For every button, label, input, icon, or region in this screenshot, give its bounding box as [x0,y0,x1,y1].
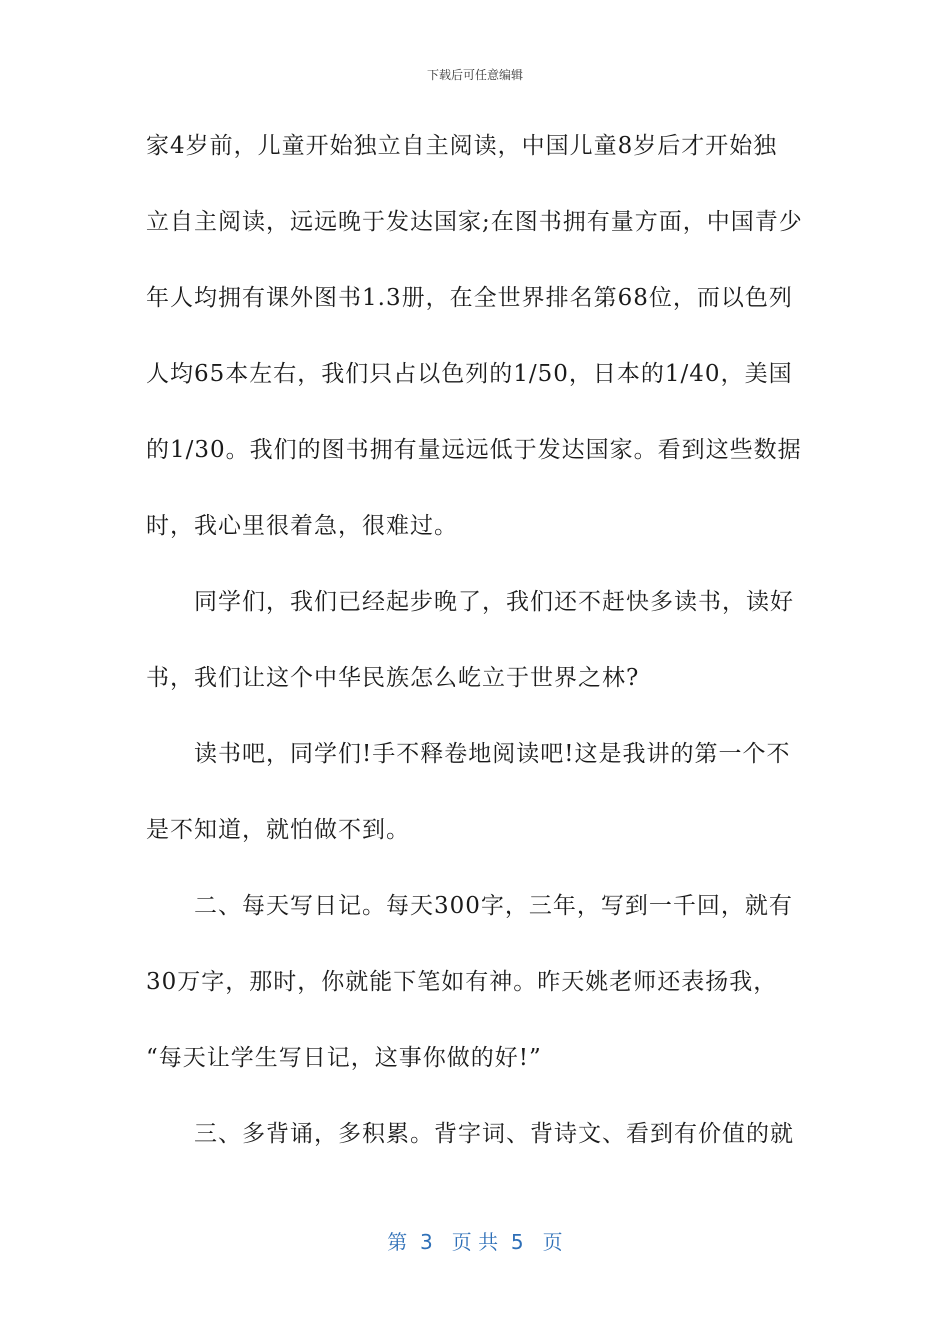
text-line: 30万字，那时，你就能下笔如有神。昨天姚老师还表扬我， [146,969,778,995]
paragraph-start-line: 三、多背诵，多积累。背字词、背诗文、看到有价值的就 [194,1121,794,1147]
text-line: 是不知道，就怕做不到。 [146,817,410,843]
text-line: 立自主阅读，远远晚于发达国家;在图书拥有量方面，中国青少 [146,209,803,235]
text-line: 人均65本左右，我们只占以色列的1/50，日本的1/40，美国 [146,361,793,387]
text-line: “每天让学生写日记，这事你做的好!” [146,1045,542,1071]
text-line: 家4岁前，儿童开始独立自主阅读，中国儿童8岁后才开始独 [146,133,778,159]
document-body [146,122,806,1186]
page-number-footer: 第 3 页 共 5 页 [387,1230,563,1254]
text-line: 的1/30。我们的图书拥有量远远低于发达国家。看到这些数据 [146,437,802,463]
text-line: 书，我们让这个中华民族怎么屹立于世界之林? [146,665,640,691]
paragraph-start-line: 读书吧，同学们!手不释卷地阅读吧!这是我讲的第一个不 [194,741,791,767]
text-line: 时，我心里很着急，很难过。 [146,513,458,539]
page-header: 下载后可任意编辑 [426,68,523,82]
paragraph-start-line: 二、每天写日记。每天300字，三年，写到一千回，就有 [194,893,793,919]
text-line: 年人均拥有课外图书1.3册，在全世界排名第68位，而以色列 [146,285,793,311]
paragraph-start-line: 同学们，我们已经起步晚了，我们还不赶快多读书，读好 [194,589,794,615]
